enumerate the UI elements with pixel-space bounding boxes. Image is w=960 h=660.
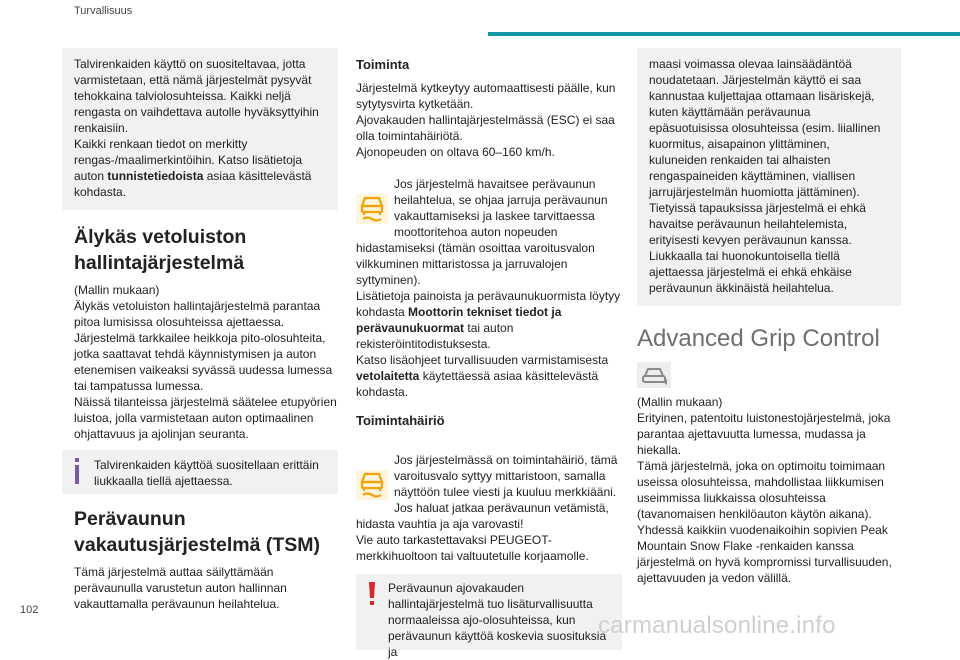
winter-tire-text: Talvirenkaiden käyttö on suositeltavaa, jotta varmistetaan, että nämä järjestelmät pysyvät tehokkaina talviolosuhteissa. Kaikki neljä rengasta on vaihdettava autolle hyväksyttyihin renkaisiin. Kaikki renkaan tiedot on merkitty rengas-/maalimerkintöihin. Katso lisätietoja auton tunnistetiedoista asiaa käsittelevästä kohdasta.: [74, 57, 319, 199]
column-3: [637, 48, 901, 586]
heading-tsm: Perävaunun vakautusjärjestelmä (TSM): [74, 508, 321, 556]
trailer-law-box: maasi voimassa olevaa lainsäädäntöä noudatetaan. Järjestelmän käyttö ei saa kannustaa kuljettajaa ottamaan lisäriskejä, kuten käyttämään perävaunua epäsuotuisissa olosuhteissa (esim. liiallinen kuormitus, aisapainon ylittäminen, kuluneiden renkaiden tai alhaisten rengaspaineiden käyttäminen, viallisen jarrujärjestelmän huomiotta jättäminen). Tietyissä tapauksissa järjestelmä ei ehkä havaitse perävaunun heilahtelemista, erityisesti kevyen perävaunun kanssa. Liukkaalla tai huonokuntoisella tiellä ajettaessa järjestelmä ei ehkä ehkäise perävaunun äkkinäistä heilahtelua.: [637, 48, 901, 306]
header-accent-line: [488, 32, 960, 36]
heading-traction-control: Älykäs vetoluiston hallintajärjestelmä: [74, 226, 247, 274]
agc-text: (Mallin mukaan) Erityinen, patentoitu luistonestojärjestelmä, joka parantaa ajettavuutta lumessa, mudassa ja hiekalla. Tämä järjestelmä, joka on optimoitu toimimaan useissa olosuhteissa, mahdollistaa liikkumisen useimmissa liukkaissa olosuhteissa (tavanomaisen henkilöauton käytön aikana). Yhdessä kaikkiin vuodenaikoihin sopivien Peak Mountain Snow Flake -renkaiden kanssa järjestelmä on hyvä kompromissi turvallisuuden, ajettavuuden ja vedon välillä.: [637, 395, 892, 585]
section-header: Turvallisuus: [74, 5, 133, 17]
trailer-sway-warning-icon: [356, 178, 388, 228]
winter-tire-box: [62, 48, 338, 210]
footer-watermark: carmanualsonline.info: [598, 612, 836, 639]
heading-advanced-grip-control: Advanced Grip Control: [637, 325, 880, 352]
trailer-sway-fault-icon: [356, 454, 388, 504]
warning-note: Perävaunun ajovakauden hallintajärjestelmä tuo lisäturvallisuutta normaaleissa ajo-olosuhteissa, kun perävaunun käyttöä koskevia suosituksia ja: [356, 574, 622, 650]
info-note: Talvirenkaiden käyttöä suositellaan erittäin liukkaalla tiellä ajettaessa.: [62, 450, 338, 494]
heading-toiminta: Toiminta: [356, 57, 410, 72]
tsm-text: Tämä järjestelmä auttaa säilyttämään perävaunulla varustetun auton hallinnan vakauttamalla perävaunun heilahtelua.: [74, 565, 287, 611]
exclamation-icon: [368, 582, 376, 610]
grip-control-icon: [637, 362, 671, 388]
heading-toimintahairio: Toimintahäiriö: [356, 413, 445, 428]
column-2: [356, 56, 622, 659]
toiminta-icon-paragraph: Jos järjestelmä havaitsee perävaunun heilahtelua, se ohjaa jarruja perävaunun vakauttamiseksi ja laskee tarvittaessa moottoritehoa auton nopeuden hidastamiseksi (tämän osoittaa varoitusvalon vilkkuminen mittaristossa ja jarruvalojen syttyminen). Lisätietoja painoista ja perävaunukuormista löytyy kohdasta Moottorin tekniset tiedot ja perävaunukuormat tai auton rekisteröintitodistuksesta. Katso lisäohjeet turvallisuuden varmistamisesta vetolaitetta käytettäessä asiaa käsittelevästä kohdasta.: [356, 177, 621, 399]
traction-text: (Mallin mukaan) Älykäs vetoluiston hallintajärjestelmä parantaa pitoa lumisissa olosuhteissa ajettaessa. Järjestelmä tarkkailee heikkoja pito-olosuhteita, jotka saattavat tehdä käynnistymisen ja auton etenemisen vaikeaksi syvässä uudessa lumessa tai tampatussa lumessa. Näissä tilanteissa järjestelmä säätelee etupyörien luistoa, jolla varmistetaan auton optimaalinen ohjattavuus ja ajolinjan seuranta.: [74, 283, 337, 441]
column-1: [62, 48, 338, 612]
toiminta-text: Järjestelmä kytkeytyy automaattisesti päälle, kun sytytysvirta kytketään. Ajovakauden hallintajärjestelmässä (ESC) ei saa olla toimintahäiriötä. Ajonopeuden on oltava 60–160 km/h.: [356, 81, 616, 159]
info-icon: [72, 458, 82, 488]
hairio-paragraph: Jos järjestelmässä on toimintahäiriö, tämä varoitusvalo syttyy mittaristoon, samalla näyttöön tulee viesti ja kuuluu merkkiääni. Jos haluat jatkaa perävaunun vetämistä, hidasta vauhtia ja aja varovasti! Vie auto tarkastettavaksi PEUGEOT-merkkihuoltoon tai valtuutetulle korjaamolle.: [356, 453, 618, 563]
page-number: 102: [20, 604, 39, 616]
